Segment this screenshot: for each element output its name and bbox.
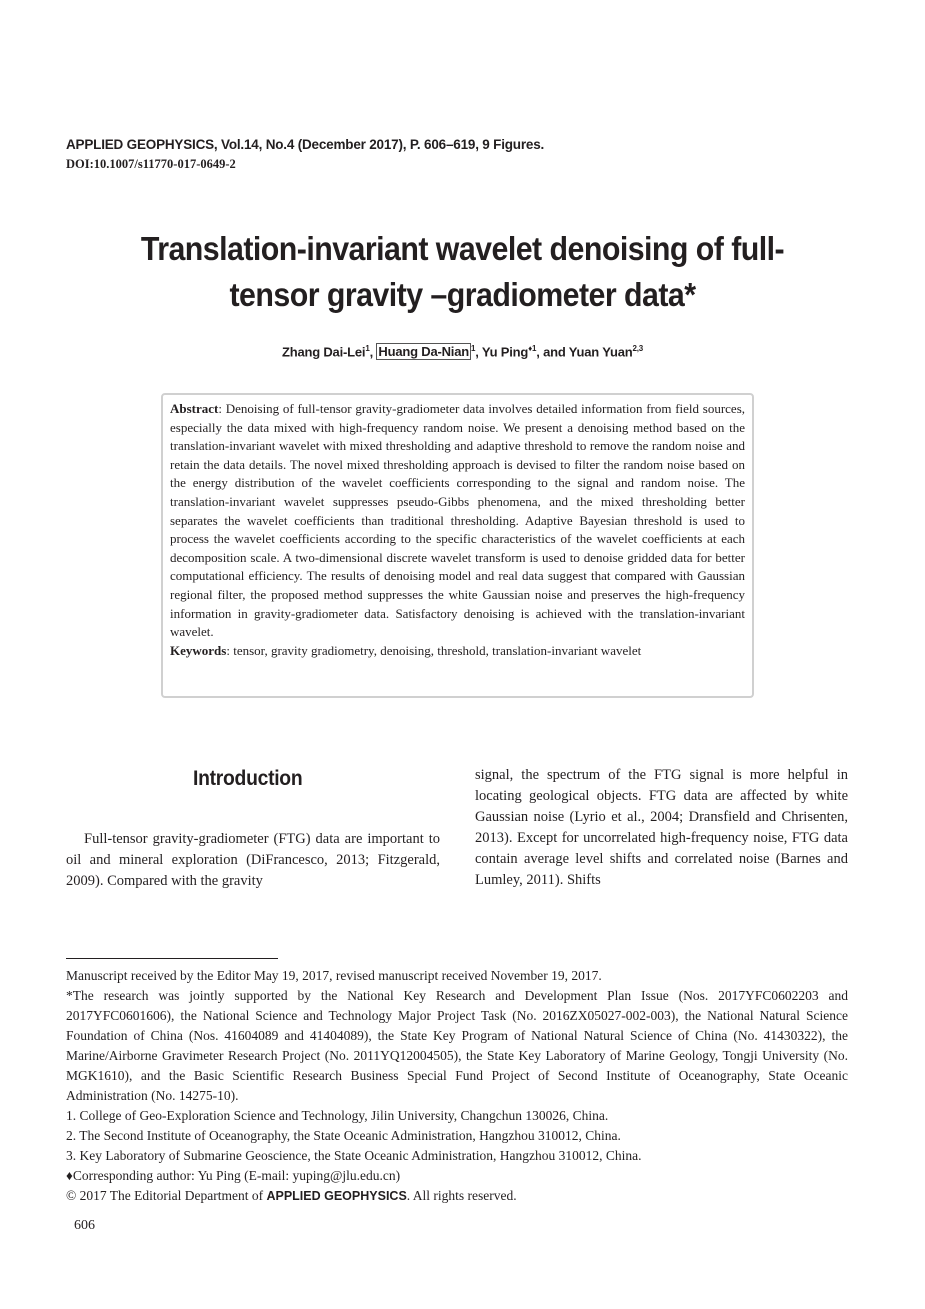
- abstract-body: : Denoising of full-tensor gravity-gradiometer data involves detailed information from field sources, especially the data mixed with high-frequency random noise. We present a denoising method based on the translation-invariant wavelet with mixed thresholding and adaptive threshold to remove the random noise and retain the data details. The novel mixed thresholding approach is devised to filter the random noise based on the energy distribution of the wavelet coefficients corresponding to the signal and random noise. The translation-invariant wavelet suppresses pseudo-Gibbs phenomena, and the mixed thresholding better separates the wavelet coefficients than traditional thresholding. Adaptive Bayesian threshold is used to process the wavelet coefficients according to the specific characteristics of the wavelet coefficients at each decomposition scale. A two-dimensional discrete wavelet transform is used to denoise gridded data for better computational efficiency. The results of denoising model and real data suggest that compared with Gaussian regional filter, the proposed method suppresses the white Gaussian noise and preserves the high-frequency information in gravity-gradiometer data. Satisfactory denoising is achieved with the translation-invariant wavelet.: [170, 401, 745, 640]
- copyright-suffix: . All rights reserved.: [406, 1188, 517, 1203]
- author-4-affiliation: 2,3: [632, 344, 644, 353]
- author-1-affiliation: 1: [365, 344, 370, 353]
- abstract-box: [161, 393, 754, 698]
- keywords-body: : tensor, gravity gradiometry, denoising, threshold, translation-invariant wavelet: [226, 642, 642, 658]
- author-3: Yu Ping: [481, 344, 529, 360]
- author-list: [0, 344, 925, 359]
- footnote-divider: [66, 958, 278, 959]
- author-separator: ,: [369, 344, 377, 360]
- section-heading-introduction: Introduction: [193, 767, 303, 790]
- paper-title: [74, 226, 851, 318]
- author-4: Yuan Yuan: [568, 344, 633, 360]
- title-line-1: Translation-invariant wavelet denoising of full-: [140, 230, 785, 267]
- title-line-2: tensor gravity –gradiometer data*: [229, 276, 696, 313]
- keywords-label: Keywords: [170, 642, 227, 658]
- keywords: [170, 642, 745, 661]
- footnote-affiliation-1: 1. College of Geo-Exploration Science and Technology, Jilin University, Changchun 130026, China.: [66, 1108, 609, 1123]
- footnote-copyright: [66, 1186, 848, 1206]
- journal-citation: APPLIED GEOPHYSICS, Vol.14, No.4 (December 2017), P. 606–619, 9 Figures.: [66, 137, 545, 152]
- author-3-affiliation: ♦1: [528, 344, 537, 353]
- footnote-corresponding-author: ♦Corresponding author: Yu Ping (E-mail: yuping@jlu.edu.cn): [66, 1168, 401, 1183]
- author-2-affiliation: 1: [470, 344, 476, 353]
- footnote-funding: *The research was jointly supported by the National Key Research and Development Plan Issue (Nos. 2017YFC0602203 and 2017YFC0601606), the National Science and Technology Major Project Task (No. 2016ZX05027-002-003), the National Natural Science Foundation of China (Nos. 41604089 and 41404089), the State Key Program of National Natural Science of China (No. 41430322), the Marine/Airborne Gravimeter Research Project (No. 2011YQ12004505), the State Key Laboratory of Marine Geology, Tongji University (No. MGK1610), and the Basic Scientific Research Business Special Fund Project of Second Institute of Oceanography, State Oceanic Administration (No. 14275-10).: [66, 988, 848, 1103]
- author-separator: ,: [475, 344, 482, 360]
- copyright-journal: APPLIED GEOPHYSICS: [266, 1189, 407, 1203]
- body-column-left: Full-tensor gravity-gradiometer (FTG) data are important to oil and mineral exploration (DiFrancesco, 2013; Fitzgerald, 2009). Compared with the gravity: [66, 831, 440, 889]
- footnote-affiliation-2: 2. The Second Institute of Oceanography, the State Oceanic Administration, Hangzhou 310012, China.: [66, 1128, 621, 1143]
- author-1: Zhang Dai-Lei: [281, 344, 366, 360]
- footnote-affiliation-3: 3. Key Laboratory of Submarine Geoscience, the State Oceanic Administration, Hangzhou 310012, China.: [66, 1148, 642, 1163]
- author-conjunction: , and: [536, 344, 569, 360]
- abstract: [170, 400, 745, 642]
- doi-line[interactable]: DOI:10.1007/s11770-017-0649-2: [66, 157, 236, 171]
- author-2: Huang Da-Nian: [378, 344, 469, 360]
- abstract-label: Abstract: [170, 401, 219, 416]
- footnotes: [66, 966, 848, 1206]
- footnote-received: Manuscript received by the Editor May 19, 2017, revised manuscript received November 19, 2017.: [66, 968, 602, 983]
- page-number: 606: [74, 1218, 95, 1233]
- body-column-right: signal, the spectrum of the FTG signal is more helpful in locating geological objects. FTG data are affected by white Gaussian noise (Lyrio et al., 2004; Dransfield and Chrisenten, 2013). Except for uncorrelated high-frequency noise, FTG data contain average level shifts and correlated noise (Barnes and Lumley, 2011). Shifts: [475, 767, 848, 888]
- copyright-prefix: © 2017 The Editorial Department of: [66, 1188, 267, 1203]
